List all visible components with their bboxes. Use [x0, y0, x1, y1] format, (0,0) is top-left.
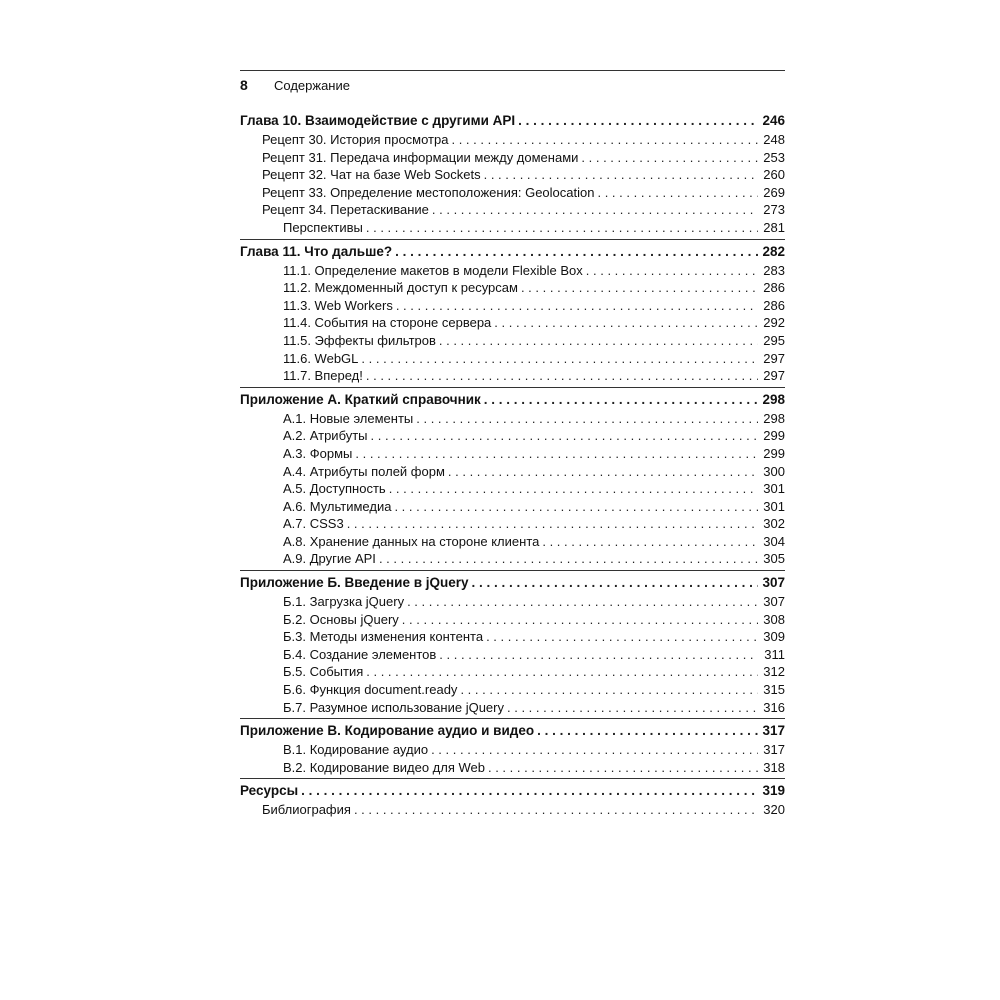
- toc-item-entry[interactable]: [240, 628, 785, 646]
- dot-leader: [507, 699, 758, 717]
- toc-section: [240, 390, 785, 571]
- toc-entry-label: 11.3. Web Workers: [283, 297, 393, 313]
- toc-chapter-entry[interactable]: [240, 111, 785, 131]
- dot-leader: [488, 759, 758, 777]
- toc-entry-label: Приложение Б. Введение в jQuery: [240, 575, 469, 591]
- toc-entry-page: 300: [763, 463, 785, 479]
- toc-entry-label: Перспективы: [283, 219, 363, 235]
- toc-entry-label: 11.6. WebGL: [283, 350, 359, 366]
- dot-leader: [486, 628, 758, 646]
- toc-item-entry[interactable]: [240, 262, 785, 280]
- toc-entry-label: А.7. CSS3: [283, 516, 344, 532]
- toc-entry-page: 299: [763, 445, 785, 461]
- toc-entry-label: Ресурсы: [240, 783, 299, 799]
- toc-entry-label: А.2. Атрибуты: [283, 428, 368, 444]
- toc-entry-page: 283: [763, 262, 785, 278]
- toc-entry-label: Б.6. Функция document.ready: [283, 682, 458, 698]
- toc-entry-page: 320: [763, 802, 785, 818]
- dot-leader: [361, 350, 758, 368]
- dot-leader: [484, 390, 758, 410]
- toc-entry-label: Рецепт 30. История просмотра: [262, 132, 449, 147]
- toc-entry-page: 269: [763, 184, 785, 200]
- dot-leader: [395, 242, 758, 262]
- dot-leader: [494, 314, 758, 332]
- toc-entry-page: 312: [763, 664, 785, 680]
- dot-leader: [402, 611, 758, 629]
- toc-entry-page: 307: [762, 575, 785, 591]
- toc-entry-label: А.9. Другие API: [283, 551, 376, 567]
- toc-item-entry[interactable]: [240, 533, 785, 551]
- toc-entry-page: 318: [763, 759, 785, 775]
- dot-leader: [366, 663, 758, 681]
- toc-entry-label: 11.2. Междоменный доступ к ресурсам: [283, 280, 518, 296]
- dot-leader: [347, 515, 758, 533]
- toc-entry-page: 316: [763, 699, 785, 715]
- toc-item-entry[interactable]: [240, 166, 785, 184]
- dot-leader: [518, 111, 758, 131]
- toc-item-entry[interactable]: [240, 699, 785, 717]
- toc-entry-page: 307: [763, 594, 785, 610]
- toc-entry-label: А.5. Доступность: [283, 481, 386, 497]
- toc-entry-label: Глава 11. Что дальше?: [240, 243, 393, 259]
- toc-item-entry[interactable]: [240, 741, 785, 759]
- dot-leader: [389, 480, 758, 498]
- toc-entry-page: 308: [763, 611, 785, 627]
- toc-item-entry[interactable]: [240, 611, 785, 629]
- toc-item-entry[interactable]: [240, 681, 785, 699]
- toc-entry-label: А.3. Формы: [283, 445, 353, 461]
- toc-entry-label: А.6. Мультимедиа: [283, 498, 392, 514]
- toc-entry-page: 286: [763, 297, 785, 313]
- toc-item-entry[interactable]: [240, 350, 785, 368]
- toc-entry-label: 11.1. Определение макетов в модели Flexible Box: [283, 262, 583, 278]
- toc-entry-page: 301: [763, 498, 785, 514]
- toc-entry-label: Б.2. Основы jQuery: [283, 611, 399, 627]
- toc-item-entry[interactable]: [240, 131, 785, 149]
- toc-item-entry[interactable]: [240, 367, 785, 385]
- toc-item-entry[interactable]: [240, 663, 785, 681]
- toc-item-entry[interactable]: [240, 550, 785, 568]
- toc-entry-page: 281: [763, 219, 785, 235]
- dot-leader: [379, 550, 758, 568]
- toc-entry-page: 295: [763, 332, 785, 348]
- toc-entry-page: 304: [763, 533, 785, 549]
- toc-entry-page: 297: [763, 368, 785, 384]
- toc-chapter-entry[interactable]: [240, 781, 785, 801]
- dot-leader: [432, 201, 758, 219]
- toc-entry-page: 305: [763, 551, 785, 567]
- dot-leader: [407, 593, 758, 611]
- toc-entry-label: Б.7. Разумное использование jQuery: [283, 699, 504, 715]
- toc-section: [240, 781, 785, 821]
- toc-entry-page: 273: [763, 202, 785, 218]
- toc-entry-page: 311: [764, 646, 785, 662]
- toc-entry-label: 11.5. Эффекты фильтров: [283, 332, 436, 348]
- toc-entry-page: 260: [763, 167, 785, 183]
- dot-leader: [537, 721, 758, 741]
- toc-chapter-entry[interactable]: [240, 721, 785, 741]
- toc-entry-label: 11.7. Вперед!: [283, 368, 363, 384]
- table-of-contents: [240, 111, 785, 821]
- toc-entry-label: Б.3. Методы изменения контента: [283, 629, 484, 645]
- toc-entry-page: 248: [763, 132, 785, 147]
- toc-entry-label: Рецепт 31. Передача информации между доменами: [262, 149, 579, 165]
- toc-section: [240, 573, 785, 719]
- dot-leader: [472, 573, 758, 593]
- toc-entry-label: Приложение А. Краткий справочник: [240, 391, 481, 407]
- toc-item-entry[interactable]: [240, 646, 785, 664]
- dot-leader: [354, 801, 758, 819]
- page-number: 8: [240, 77, 248, 93]
- dot-leader: [416, 410, 758, 428]
- dot-leader: [394, 498, 758, 516]
- toc-entry-label: В.1. Кодирование аудио: [283, 742, 429, 758]
- toc-entry-page: 319: [762, 783, 785, 799]
- toc-item-entry[interactable]: [240, 314, 785, 332]
- toc-entry-page: 299: [763, 428, 785, 444]
- toc-entry-label: Б.4. Создание элементов: [283, 646, 437, 662]
- toc-chapter-entry[interactable]: [240, 573, 785, 593]
- toc-item-entry[interactable]: [240, 515, 785, 533]
- toc-entry-page: 317: [762, 723, 785, 739]
- toc-item-entry[interactable]: [240, 498, 785, 516]
- toc-entry-page: 292: [763, 315, 785, 331]
- toc-item-entry[interactable]: [240, 219, 785, 237]
- toc-entry-label: Глава 10. Взаимодействие с другими API: [240, 113, 516, 128]
- dot-leader: [371, 427, 758, 445]
- page-title: Содержание: [274, 77, 350, 93]
- dot-leader: [366, 219, 758, 237]
- dot-leader: [484, 166, 758, 184]
- toc-entry-label: Рецепт 32. Чат на базе Web Sockets: [262, 167, 481, 183]
- toc-item-entry[interactable]: [240, 184, 785, 202]
- toc-entry-label: А.4. Атрибуты полей форм: [283, 463, 445, 479]
- toc-entry-page: 309: [763, 629, 785, 645]
- toc-item-entry[interactable]: [240, 593, 785, 611]
- toc-entry-page: 246: [762, 113, 785, 128]
- toc-entry-label: Б.1. Загрузка jQuery: [283, 594, 405, 610]
- page: [240, 70, 785, 821]
- dot-leader: [448, 463, 758, 481]
- toc-item-entry[interactable]: [240, 149, 785, 167]
- toc-item-entry[interactable]: [240, 279, 785, 297]
- dot-leader: [586, 262, 758, 280]
- toc-entry-page: 315: [763, 682, 785, 698]
- dot-leader: [581, 149, 758, 167]
- toc-chapter-entry[interactable]: [240, 242, 785, 262]
- dot-leader: [439, 332, 758, 350]
- toc-item-entry[interactable]: [240, 427, 785, 445]
- toc-item-entry[interactable]: [240, 410, 785, 428]
- dot-leader: [521, 279, 758, 297]
- toc-item-entry[interactable]: [240, 759, 785, 777]
- toc-entry-page: 286: [763, 280, 785, 296]
- toc-entry-page: 297: [763, 350, 785, 366]
- running-head: [240, 71, 785, 99]
- toc-entry-label: А.8. Хранение данных на стороне клиента: [283, 533, 540, 549]
- toc-entry-label: Б.5. События: [283, 664, 364, 680]
- dot-leader: [451, 131, 758, 149]
- dot-leader: [597, 184, 758, 202]
- toc-entry-page: 282: [762, 243, 785, 259]
- toc-entry-page: 302: [763, 516, 785, 532]
- toc-section: [240, 242, 785, 388]
- toc-item-entry[interactable]: [240, 332, 785, 350]
- toc-entry-page: 253: [763, 149, 785, 165]
- toc-section: [240, 721, 785, 779]
- toc-chapter-entry[interactable]: [240, 390, 785, 410]
- toc-entry-page: 298: [762, 391, 785, 407]
- toc-entry-label: Библиография: [262, 802, 351, 818]
- toc-entry-label: Рецепт 34. Перетаскивание: [262, 202, 429, 218]
- toc-item-entry[interactable]: [240, 480, 785, 498]
- toc-item-entry[interactable]: [240, 445, 785, 463]
- toc-entry-page: 317: [763, 742, 785, 758]
- toc-entry-label: Приложение В. Кодирование аудио и видео: [240, 723, 535, 739]
- toc-entry-label: А.1. Новые элементы: [283, 410, 414, 426]
- dot-leader: [431, 741, 758, 759]
- dot-leader: [396, 297, 758, 315]
- dot-leader: [355, 445, 758, 463]
- dot-leader: [301, 781, 758, 801]
- dot-leader: [366, 367, 758, 385]
- toc-item-entry[interactable]: [240, 801, 785, 819]
- toc-section: [240, 111, 785, 240]
- dot-leader: [542, 533, 758, 551]
- toc-item-entry[interactable]: [240, 201, 785, 219]
- toc-entry-page: 298: [763, 410, 785, 426]
- toc-item-entry[interactable]: [240, 463, 785, 481]
- dot-leader: [460, 681, 758, 699]
- toc-entry-label: 11.4. События на стороне сервера: [283, 315, 492, 331]
- toc-entry-page: 301: [763, 481, 785, 497]
- toc-item-entry[interactable]: [240, 297, 785, 315]
- dot-leader: [439, 646, 758, 664]
- toc-entry-label: В.2. Кодирование видео для Web: [283, 759, 485, 775]
- toc-entry-label: Рецепт 33. Определение местоположения: Geolocation: [262, 184, 595, 200]
